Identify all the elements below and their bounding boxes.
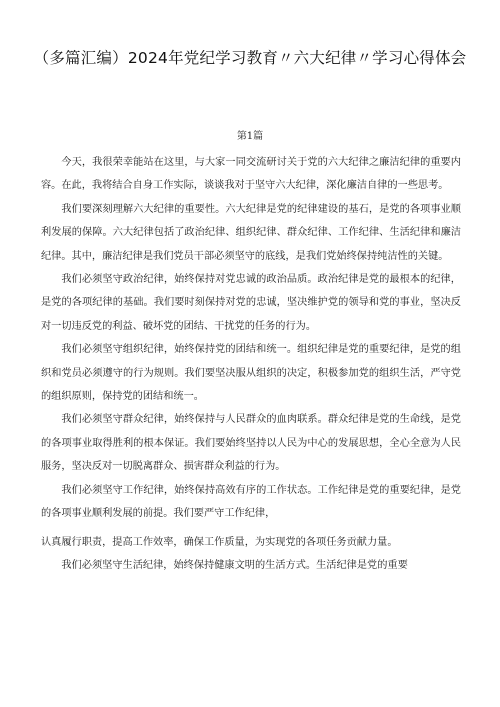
paragraph-1: 今天，我很荣幸能站在这里，与大家一同交流研讨关于党的六大纪律之廉洁纪律的重要内容。在此，我将结合自身工作实际，谈谈我对于坚守六大纪律，深化廉洁自律的一些思考。: [41, 157, 461, 192]
paragraph-4: 我们必须坚守组织纪律，始终保持党的团结和统一。组织纪律是党的重要纪律，是党的组织和党员必须遵守的行为规则。我们要坚决服从组织的决定，积极参加党的组织生活，严守党的组织原则，保持党的团结和统一。: [41, 344, 461, 403]
paragraph-3: 我们必须坚守政治纪律，始终保持对党忠诚的政治品质。政治纪律是党的最根本的纪律，是党的各项纪律的基础。我们要时刻保持对党的忠诚，坚决维护党的领导和党的事业，坚决反对一切违反党的利益、破坏党的团结、干扰党的任务的行为。: [41, 274, 461, 332]
section-label: 第1篇: [236, 131, 264, 142]
document-body: [41, 151, 461, 577]
paragraph-2: 我们要深刻理解六大纪律的重要性。六大纪律是党的纪律建设的基石，是党的各项事业顺利发展的保障。六大纪律包括了政治纪律、组织纪律、群众纪律、工作纪律、生活纪律和廉洁纪律。其中，廉洁纪律是我们党员干部必须坚守的底线，是我们党始终保持纯洁性的关键。: [41, 203, 461, 262]
paragraph-6-continued: 认真履行职责，提高工作效率，确保工作质量，为实现党的各项任务贡献力量。: [41, 536, 398, 548]
document-title: （多篇汇编）2024年党纪学习教育〃六大纪律〃学习心得体会: [33, 49, 467, 67]
paragraph-5: 我们必须坚守群众纪律，始终保持与人民群众的血肉联系。群众纪律是党的生命线，是党的各项事业取得胜利的根本保证。我们要始终坚持以人民为中心的发展思想，全心全意为人民服务，坚决反对一切脱离群众、损害群众利益的行为。: [41, 414, 461, 473]
paragraph-6: 我们必须坚守工作纪律，始终保持高效有序的工作状态。工作纪律是党的重要纪律，是党的各项事业顺利发展的前提。我们要严守工作纪律，: [41, 484, 461, 520]
paragraph-7: 我们必须坚守生活纪律，始终保持健康文明的生活方式。生活纪律是党的重要: [61, 559, 408, 571]
